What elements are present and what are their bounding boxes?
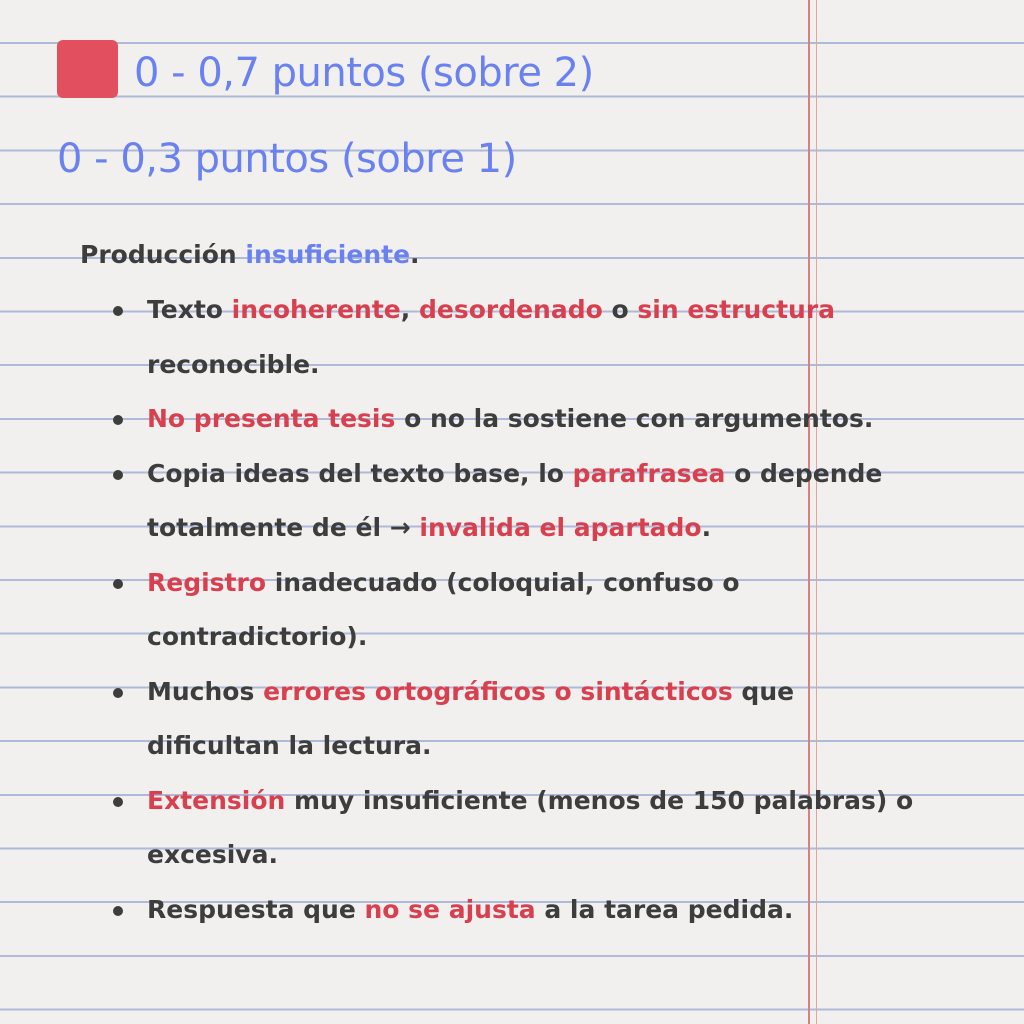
highlighted-text: Registro <box>147 567 267 597</box>
list-item <box>147 283 927 392</box>
list-item <box>147 665 927 774</box>
bullet-icon <box>113 306 123 316</box>
list-item <box>147 556 927 665</box>
intro-highlight: insuficiente <box>245 240 411 269</box>
item-text: Texto <box>147 295 232 324</box>
list-item <box>147 447 927 556</box>
red-marker-square <box>57 40 118 98</box>
criteria-list <box>147 283 927 937</box>
list-item <box>147 883 927 938</box>
item-text: . <box>701 513 712 542</box>
item-text: Muchos <box>147 676 264 706</box>
item-text: Respuesta que <box>147 894 365 924</box>
list-item <box>147 392 927 447</box>
bullet-icon <box>113 688 123 698</box>
highlighted-text: no se ajusta <box>364 894 536 924</box>
intro-suffix: . <box>410 240 420 269</box>
item-text: o depende totalmente de él → <box>147 458 883 542</box>
highlighted-text: parafrasea <box>572 458 726 488</box>
list-item <box>147 774 927 883</box>
highlighted-text: incoherente <box>231 295 401 324</box>
highlighted-text: No presenta tesis <box>147 404 396 433</box>
bullet-icon <box>113 415 123 425</box>
item-text: a la tarea pedida. <box>535 894 794 924</box>
bullet-icon <box>113 906 123 916</box>
highlighted-text: errores ortográficos o sintácticos <box>263 676 733 706</box>
highlighted-text: invalida el apartado <box>419 513 702 542</box>
item-text: Copia ideas del texto base, lo <box>147 458 573 488</box>
score-range-heading-secondary: 0 - 0,3 puntos (sobre 1) <box>57 136 517 182</box>
intro-prefix: Producción <box>80 240 246 269</box>
highlighted-text: sin estructura <box>637 295 836 324</box>
item-text: que dificultan la lectura. <box>147 676 795 760</box>
item-text: reconocible. <box>147 349 320 379</box>
item-text: inadecuado (coloquial, confuso o contradictorio). <box>147 567 740 651</box>
item-text: o <box>602 295 638 324</box>
bullet-icon <box>113 470 123 480</box>
score-range-heading-primary: 0 - 0,7 puntos (sobre 2) <box>134 50 594 96</box>
highlighted-text: Extensión <box>147 785 286 815</box>
intro-statement <box>80 240 420 269</box>
item-text: , <box>400 295 419 324</box>
bullet-icon <box>113 797 123 807</box>
item-text: muy insuficiente (menos de 150 palabras) o excesiva. <box>147 785 914 869</box>
highlighted-text: desordenado <box>418 295 603 324</box>
bullet-icon <box>113 579 123 589</box>
item-text: o no la sostiene con argumentos. <box>395 404 874 433</box>
